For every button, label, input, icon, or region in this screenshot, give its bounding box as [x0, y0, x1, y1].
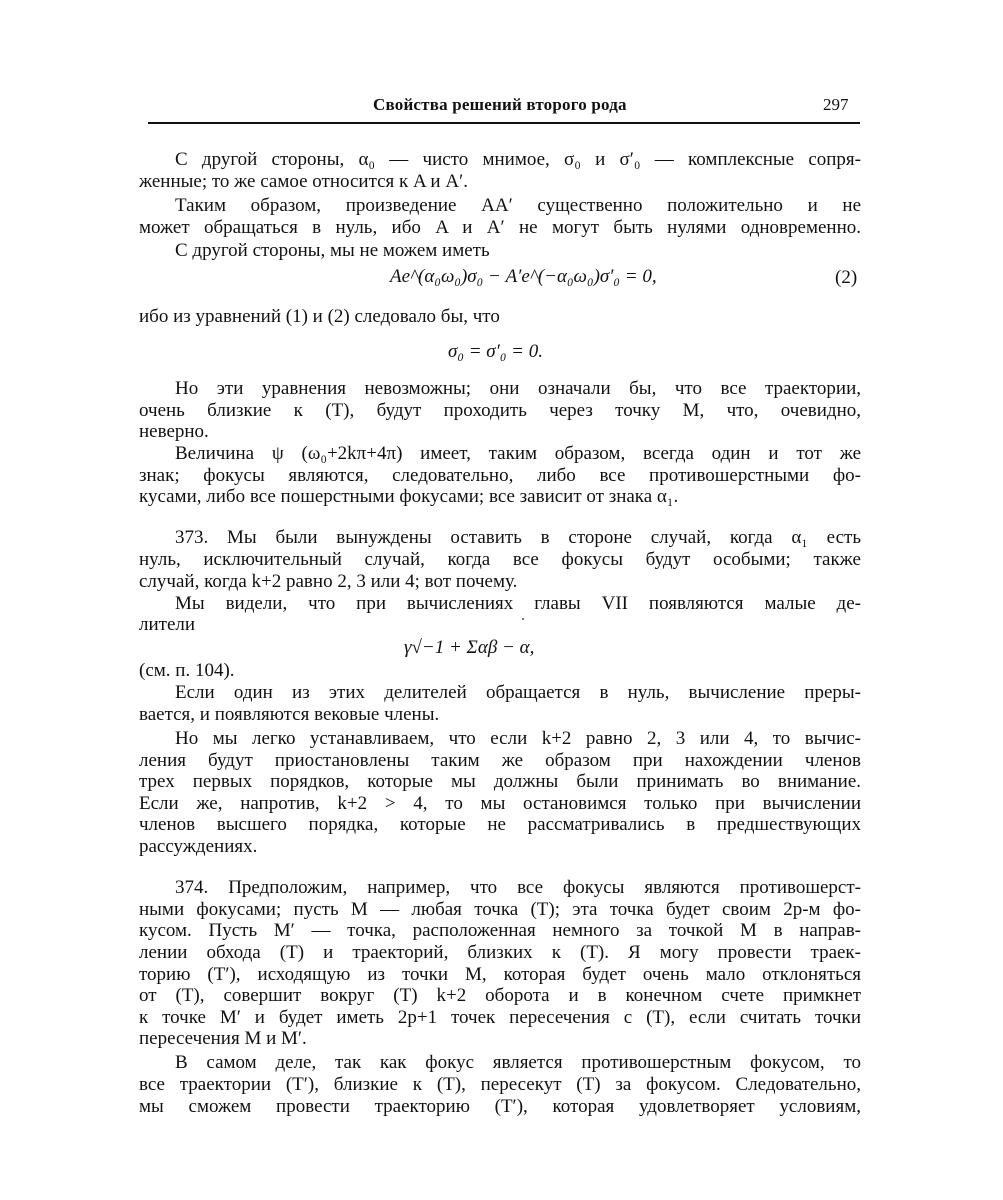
text-line: лении обхода (T) и траекторий, близких к (T). Я могу провести траек- — [139, 942, 861, 963]
text-line: очень близкие к (T), будут проходить через точку M, что, очевидно, — [139, 400, 861, 421]
text-line: может обращаться в нуль, ибо A и A′ не могут быть нулями одновременно. — [139, 217, 861, 238]
section-373-start: 373. Мы были вынуждены оставить в стороне случай, когда α₁ есть — [175, 527, 861, 548]
text-line: от (T), совершит вокруг (T) k+2 оборота и в конечном счете примкнет — [139, 985, 861, 1006]
text-line: пересечения M и M′. — [139, 1028, 307, 1049]
text-line: все траектории (T′), близкие к (T), пересекут (T) за фокусом. Следовательно, — [139, 1074, 861, 1095]
text-line: неверно. — [139, 421, 209, 442]
text-line: женные; то же самое относится к A и A′. — [139, 171, 468, 192]
reference: (см. п. 104). — [139, 660, 235, 681]
text-line: мы сможем провести траекторию (T′), которая удовлетворяет условиям, — [139, 1096, 861, 1117]
text-line: ибо из уравнений (1) и (2) следовало бы, что — [139, 306, 500, 327]
equation-number: (2) — [835, 267, 858, 288]
running-header-title: Свойства решений второго рода — [373, 95, 627, 114]
text-line: Величина ψ (ω₀+2kπ+4π) имеет, таким образом, всегда один и тот же — [175, 443, 861, 464]
equation-2: Ae^(α₀ω₀)σ₀ − A′e^(−α₀ω₀)σ′₀ = 0, — [390, 266, 657, 287]
text-line: Но мы легко устанавливаем, что если k+2 равно 2, 3 или 4, то вычис- — [175, 728, 861, 749]
text-line: торию (T′), исходящую из точки M, которая будет очень мало отклоняться — [139, 964, 861, 985]
text-line: С другой стороны, α₀ — чисто мнимое, σ₀ и σ′₀ — комплексные сопря- — [175, 149, 861, 170]
text-line: ления будут приостановлены таким же образом при нахождении членов — [139, 750, 861, 771]
text-line: трех первых порядков, которые мы должны были принимать во внимание. — [139, 771, 861, 792]
text-line: лители — [139, 614, 196, 635]
text-line: нуль, исключительный случай, когда все фокусы будут особыми; также — [139, 549, 861, 570]
equation-3: σ₀ = σ′₀ = 0. — [448, 341, 543, 362]
header-rule — [148, 122, 860, 124]
ink-speck — [522, 618, 524, 620]
text-line: Но эти уравнения невозможны; они означали бы, что все траектории, — [175, 378, 861, 399]
text-line: знак; фокусы являются, следовательно, либо все противошерстными фо- — [139, 465, 861, 486]
equation-divisor: γ√−1 + Σαβ − α, — [404, 637, 535, 658]
text-line: Таким образом, произведение AA′ существенно положительно и не — [175, 195, 861, 216]
text-line: кусом. Пусть M′ — точка, расположенная немного за точкой M в направ- — [139, 920, 861, 941]
text-line: случай, когда k+2 равно 2, 3 или 4; вот почему. — [139, 571, 518, 592]
text-line: С другой стороны, мы не можем иметь — [175, 240, 490, 261]
text-line: к точке M′ и будет иметь 2p+1 точек пересечения с (T), если считать точки — [139, 1007, 861, 1028]
text-line: Если же, напротив, k+2 > 4, то мы остановимся только при вычислении — [139, 793, 861, 814]
section-374-start: 374. Предположим, например, что все фокусы являются противошерст- — [175, 877, 861, 898]
text-line: вается, и появляются вековые члены. — [139, 704, 440, 725]
text-line: Мы видели, что при вычислениях главы VII появляются малые де- — [175, 593, 861, 614]
text-line: кусами, либо все пошерстными фокусами; все зависит от знака α₁. — [139, 486, 679, 507]
text-line: Если один из этих делителей обращается в нуль, вычисление преры- — [175, 682, 861, 703]
text-line: рассуждениях. — [139, 836, 258, 857]
text-line: В самом деле, так как фокус является противошерстным фокусом, то — [175, 1052, 861, 1073]
text-line: ными фокусами; пусть M — любая точка (T); эта точка будет своим 2p-м фо- — [139, 899, 861, 920]
text-line: членов высшего порядка, которые не рассматривались в предшествующих — [139, 814, 861, 835]
page-number: 297 — [823, 95, 849, 114]
